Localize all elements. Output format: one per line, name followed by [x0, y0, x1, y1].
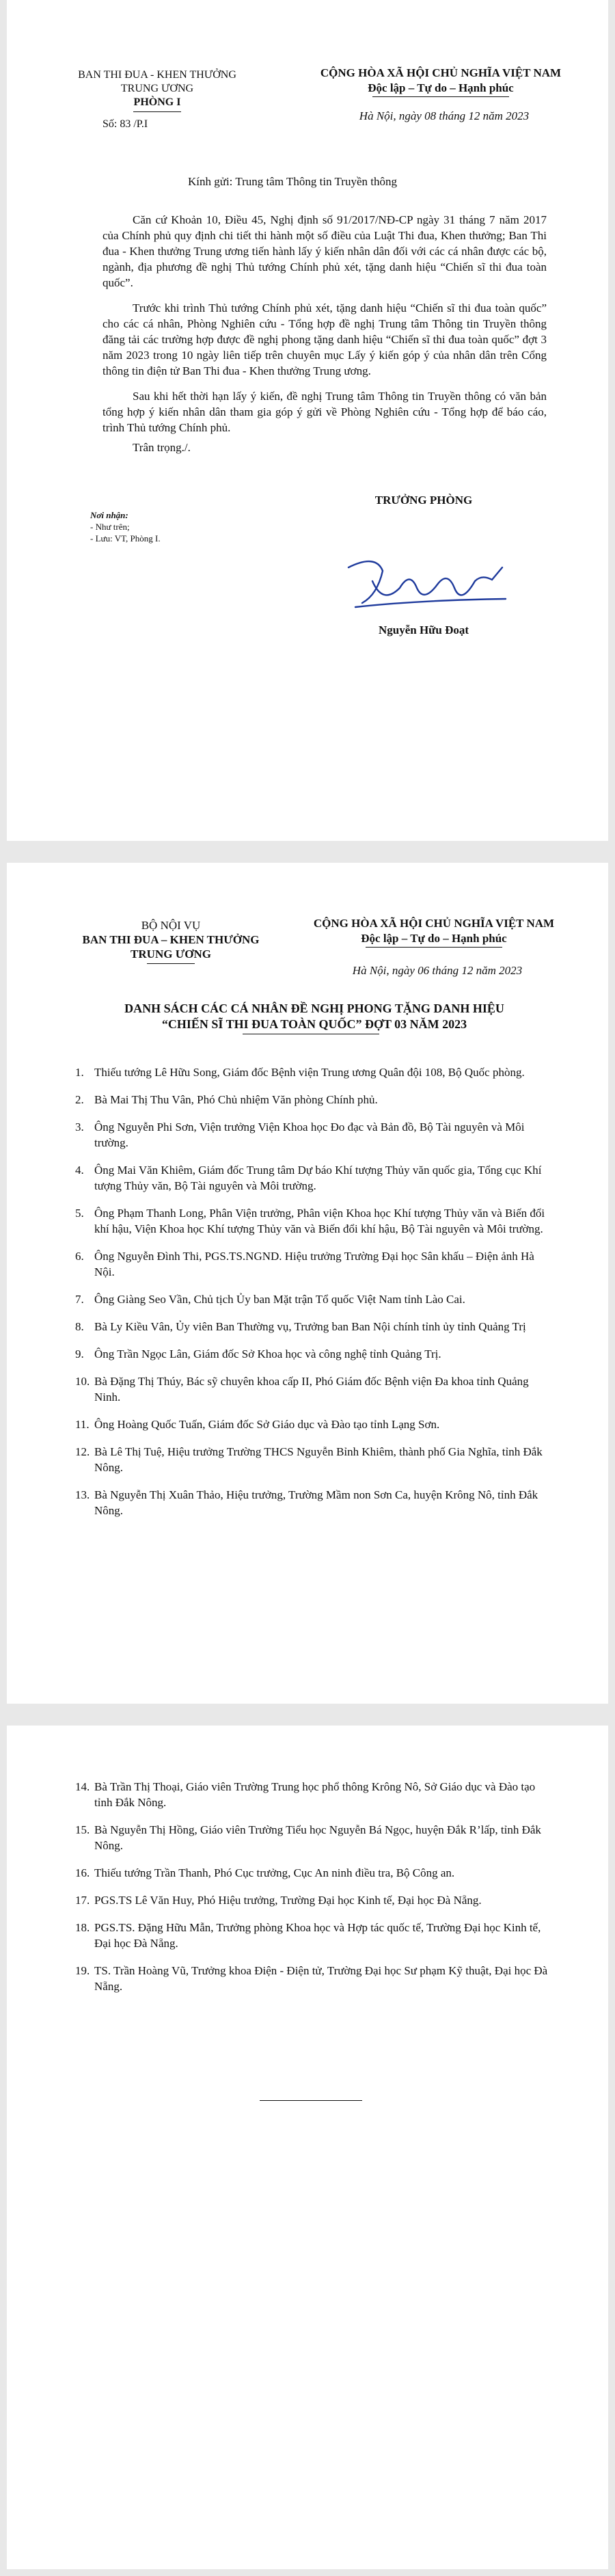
- list-item-text: Thiếu tướng Trần Thanh, Phó Cục trưởng, Cục An ninh điều tra, Bộ Công an.: [94, 1866, 455, 1879]
- list-item-text: Thiếu tướng Lê Hữu Song, Giám đốc Bệnh viện Trung ương Quân đội 108, Bộ Quốc phòng.: [94, 1066, 525, 1079]
- org-line-1: BAN THI ĐUA - KHEN THƯỞNG: [78, 69, 236, 81]
- nation-header: [280, 916, 588, 946]
- page-3: [7, 1726, 608, 2569]
- list-item-text: TS. Trần Hoàng Vũ, Trưởng khoa Điện - Điện tử, Trường Đại học Sư phạm Kỹ thuật, Đại học Đà Nẵng.: [94, 1964, 548, 1993]
- closing: Trân trọng./.: [133, 441, 191, 454]
- nation-line-2: Độc lập – Tự do – Hạnh phúc: [361, 932, 507, 945]
- list-item-text: Ông Phạm Thanh Long, Phân Viện trưởng, Phân viện Khoa học Khí tượng Thủy văn và Biến đổi khí hậu, Viện Khoa học Khí tượng Thủy văn và Biến đổi khí hậu, Bộ Tài nguyên và Môi trường.: [94, 1207, 545, 1235]
- signer-name: Nguyễn Hữu Đoạt: [378, 623, 469, 636]
- paragraph-2: Trước khi trình Thủ tướng Chính phủ xét, tặng danh hiệu “Chiến sĩ thi đua toàn quốc” cho các cá nhân, Phòng Nghiên cứu - Tổng hợp đề nghị Trung tâm Thông tin Truyền thông đăng tải các trường hợp được đề nghị phong tặng danh hiệu “Chiến sĩ thi đua toàn quốc” đợt 3 năm 2023 trong 10 ngày liên tiếp trên chuyên mục Lấy ý kiến góp ý của nhân dân trên Cổng thông tin điện tử Ban Thi đua - Khen thưởng Trung ương.: [102, 301, 547, 377]
- list-item-number: 4.: [75, 1164, 84, 1177]
- list-item-text: Bà Mai Thị Thu Vân, Phó Chủ nhiệm Văn phòng Chính phủ.: [94, 1093, 378, 1106]
- recipients: [90, 509, 161, 544]
- list-item: [75, 1822, 554, 1853]
- recipient-1: - Như trên;: [90, 522, 130, 532]
- paragraph-3: Sau khi hết thời hạn lấy ý kiến, đề nghị Trung tâm Thông tin Truyền thông có văn bản tổng hợp ý kiến nhân dân tham gia góp ý gửi về Phòng Nghiên cứu - Tổng hợp để báo cáo, trình Thủ tướng Chính phủ.: [102, 390, 547, 434]
- list-item: [75, 1487, 554, 1518]
- end-rule: [260, 2100, 362, 2101]
- list-item-number: 1.: [75, 1066, 84, 1079]
- org-header: [68, 918, 273, 961]
- list-item: [75, 1291, 554, 1307]
- list-item-text: Ông Nguyễn Phi Sơn, Viện trưởng Viện Khoa học Đo đạc và Bản đồ, Bộ Tài nguyên và Môi trường.: [94, 1121, 525, 1149]
- list-item-number: 15.: [75, 1823, 90, 1836]
- list-item-text: Bà Ly Kiều Vân, Ủy viên Ban Thường vụ, Trưởng ban Ban Nội chính tỉnh ủy tỉnh Quảng Trị: [94, 1320, 526, 1333]
- org-header: [55, 68, 260, 109]
- org-line-3: PHÒNG I: [133, 96, 181, 108]
- list-item: [75, 1092, 554, 1108]
- signer-title: TRƯỞNG PHÒNG: [374, 494, 473, 507]
- list-item: [75, 1248, 554, 1280]
- list-item-number: 14.: [75, 1780, 90, 1793]
- nominee-list: [75, 1064, 554, 1530]
- list-item-text: Bà Lê Thị Tuệ, Hiệu trưởng Trường THCS Nguyễn Bỉnh Khiêm, thành phố Gia Nghĩa, tỉnh Đắk Nông.: [94, 1445, 543, 1474]
- list-item-number: 7.: [75, 1293, 84, 1306]
- list-item-text: PGS.TS. Đặng Hữu Mẫn, Trưởng phòng Khoa học và Hợp tác quốc tế, Trường Đại học Kinh tế, Đại học Đà Nẵng.: [94, 1921, 541, 1950]
- list-item-text: Ông Hoàng Quốc Tuấn, Giám đốc Sở Giáo dục và Đào tạo tỉnh Lạng Sơn.: [94, 1418, 440, 1431]
- doc-number: Số: 83 /P.I: [102, 118, 148, 130]
- list-item: [75, 1205, 554, 1237]
- list-item: [75, 1865, 554, 1881]
- list-item-number: 12.: [75, 1445, 90, 1458]
- list-item-text: Ông Nguyễn Đình Thi, PGS.TS.NGND. Hiệu trưởng Trường Đại học Sân khấu – Điện ảnh Hà Nội.: [94, 1250, 534, 1278]
- list-item-number: 11.: [75, 1418, 90, 1431]
- signature-image: [335, 540, 526, 615]
- org-line-2: BAN THI ĐUA – KHEN THƯỞNG: [82, 933, 260, 946]
- list-item: [75, 1346, 554, 1362]
- list-item-number: 17.: [75, 1894, 90, 1907]
- list-title-line-1: DANH SÁCH CÁC CÁ NHÂN ĐỀ NGHỊ PHONG TẶNG DANH HIỆU: [124, 1002, 504, 1015]
- list-item-number: 13.: [75, 1488, 90, 1501]
- list-item-number: 10.: [75, 1375, 90, 1388]
- list-item-number: 5.: [75, 1207, 84, 1220]
- letter-body: [102, 212, 547, 455]
- list-item-text: Ông Mai Văn Khiêm, Giám đốc Trung tâm Dự báo Khí tượng Thủy văn quốc gia, Tổng cục Khí tượng Thủy văn, Bộ Tài nguyên và Môi trường.: [94, 1164, 542, 1192]
- list-item-number: 3.: [75, 1121, 84, 1133]
- list-item: [75, 1779, 554, 1810]
- nation-line-2: Độc lập – Tự do – Hạnh phúc: [368, 81, 514, 94]
- list-item-text: Bà Đặng Thị Thúy, Bác sỹ chuyên khoa cấp II, Phó Giám đốc Bệnh viện Đa khoa tỉnh Quảng Ninh.: [94, 1375, 529, 1404]
- list-item: [75, 1373, 554, 1405]
- recipients-title: Nơi nhận:: [90, 510, 128, 520]
- org-line-3: TRUNG ƯƠNG: [131, 948, 211, 961]
- list-item-number: 8.: [75, 1320, 84, 1333]
- greeting: Kính gửi: Trung tâm Thông tin Truyền thông: [188, 175, 397, 188]
- paragraph-1: Căn cứ Khoản 10, Điều 45, Nghị định số 91/2017/NĐ-CP ngày 31 tháng 7 năm 2017 của Chính phủ quy định chi tiết thi hành một số điều của Luật Thi đua, Khen thưởng; Ban Thi đua - Khen thưởng Trung ương tiến hành lấy ý kiến nhân dân đối với các cá nhân được các bộ, ngành, địa phương đề nghị Thủ tướng Chính phủ xét, tặng danh hiệu “Chiến sĩ thi đua toàn quốc”.: [102, 213, 547, 289]
- list-item-number: 18.: [75, 1921, 90, 1934]
- nation-underline: [372, 96, 509, 97]
- org-line-2: TRUNG ƯƠNG: [120, 83, 194, 94]
- list-item: [75, 1119, 554, 1151]
- recipient-2: - Lưu: VT, Phòng I.: [90, 533, 161, 544]
- org-underline: [133, 111, 181, 112]
- list-title: [62, 1001, 567, 1032]
- list-item-text: Bà Trần Thị Thoại, Giáo viên Trường Trung học phổ thông Krông Nô, Sở Giáo dục và Đào tạo tỉnh Đắk Nông.: [94, 1780, 536, 1809]
- org-underline: [147, 963, 195, 964]
- issue-date: Hà Nội, ngày 06 tháng 12 năm 2023: [352, 964, 523, 977]
- nation-line-1: CỘNG HÒA XÃ HỘI CHỦ NGHĨA VIỆT NAM: [313, 917, 555, 930]
- list-item: [75, 1319, 554, 1334]
- list-item-text: PGS.TS Lê Văn Huy, Phó Hiệu trưởng, Trường Đại học Kinh tế, Đại học Đà Nẵng.: [94, 1894, 482, 1907]
- list-item-number: 19.: [75, 1964, 90, 1977]
- list-item: [75, 1064, 554, 1080]
- nation-header: [287, 66, 594, 96]
- nominee-list-continued: [75, 1779, 554, 2006]
- page-2: [7, 863, 608, 1704]
- list-title-line-2: “CHIẾN SĨ THI ĐUA TOÀN QUỐC” ĐỢT 03 NĂM 2023: [161, 1017, 467, 1031]
- list-item-number: 6.: [75, 1250, 84, 1263]
- list-item-text: Bà Nguyễn Thị Hồng, Giáo viên Trường Tiểu học Nguyễn Bá Ngọc, huyện Đắk R’lấp, tỉnh Đắk Nông.: [94, 1823, 541, 1852]
- list-item: [75, 1444, 554, 1475]
- list-item: [75, 1920, 554, 1951]
- page-1: [7, 0, 608, 841]
- list-item: [75, 1963, 554, 1994]
- list-item-number: 16.: [75, 1866, 90, 1879]
- list-item: [75, 1162, 554, 1194]
- nation-line-1: CỘNG HÒA XÃ HỘI CHỦ NGHĨA VIỆT NAM: [320, 66, 562, 79]
- list-item: [75, 1892, 554, 1908]
- list-item-text: Ông Trần Ngọc Lân, Giám đốc Sở Khoa học và công nghệ tỉnh Quảng Trị.: [94, 1347, 441, 1360]
- org-line-1: BỘ NỘI VỤ: [141, 919, 201, 932]
- list-item-text: Ông Giàng Seo Vần, Chủ tịch Ủy ban Mặt trận Tổ quốc Việt Nam tỉnh Lào Cai.: [94, 1293, 465, 1306]
- nation-underline: [366, 947, 502, 948]
- list-item-text: Bà Nguyễn Thị Xuân Thảo, Hiệu trưởng, Trường Mầm non Sơn Ca, huyện Krông Nô, tỉnh Đắk Nông.: [94, 1488, 538, 1517]
- list-item-number: 9.: [75, 1347, 84, 1360]
- list-item-number: 2.: [75, 1093, 84, 1106]
- list-item: [75, 1417, 554, 1432]
- issue-date: Hà Nội, ngày 08 tháng 12 năm 2023: [359, 109, 530, 122]
